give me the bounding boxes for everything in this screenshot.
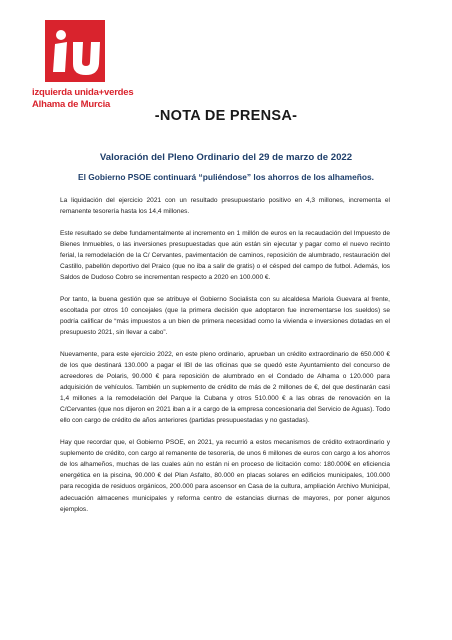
subheadline: El Gobierno PSOE continuará “puliéndose” los ahorros de los alhameños.	[78, 172, 374, 182]
body-text	[60, 195, 390, 525]
logo-text-party: izquierda unida+verdes	[32, 87, 134, 98]
paragraph-5: Hay que recordar que, el Gobierno PSOE, en 2021, ya recurrió a estos mecanismos de crédito extraordinario y suplemento de crédito, con cargo al remanente de tesorería, de unos 6 millones de euros con cargo a los ahorros de los alhameños, muchas de las cuales aún no están ni en proceso de licitación como: 180.000€ en eficiencia energética en la piscina, 90.000 € del Plan Asfalto, 80.000 en placas solares en edificios municipales, 100.000 para recogida de residuos orgánicos, 200.000 para ascensor en Casa de la cultura, ampliación Archivo Municipal, adecuación almacenes municipales y reforma centro de estancias diurnas de mayores, por poner algunos ejemplos.	[60, 439, 390, 513]
press-release-title: -NOTA DE PRENSA-	[154, 108, 298, 124]
logo-text-town: Alhama de Murcia	[32, 99, 111, 110]
paragraph-1: La liquidación del ejercicio 2021 con un resultado presupuestario positivo en 4,3 millones, incrementa el remanente tesorería hasta los 14,4 millones.	[60, 197, 390, 216]
paragraph-4: Nuevamente, para este ejercicio 2022, en este pleno ordinario, aprueban un crédito extraordinario de 650.000 € de los que destinará 130.000 a pagar el IBI de las oficinas que se quedó este Ayuntamiento del concurso de acreedores de Polaris, 90.000 € para reposición de alumbrado en el Condado de Alhama o 120.000 para adquisición de vehículos. También un suplemento de crédito de más de 2 millones de €, del que destinarán casi 1,4 millones a la remodelación del Parque la Cubana y otros 510.000 € a las obras de renovación en la C/Cervantes (que nos dijeron en 2021 iban a ir a cargo de la empresa concesionaria del Servicio de Aguas). Todo ello con cargo de crédito de años anteriores (partidas presupuestadas y no gastadas).	[60, 350, 390, 425]
paragraph-2: Este resultado se debe fundamentalmente al incremento en 1 millón de euros en la recaudación del Impuesto de Bienes Inmuebles, o las inversiones presupuestadas que aún están sin ejecutar y pagar como el nuevo recinto ferial, la remodelación de la C/ Cervantes, pavimentación de caminos, reposición de alumbrado, restauración del Castillo, pabellón deportivo del Praico (que no iba a salir de gratis) o el césped del campo de futbol. Además, los Saldos de Dudoso Cobro se incrementan respecto a 2020 en 100.000 €.	[60, 229, 390, 282]
logo-emblem-icon	[45, 20, 105, 82]
headline: Valoración del Pleno Ordinario del 29 de marzo de 2022	[99, 152, 353, 163]
paragraph-3: Por tanto, la buena gestión que se atribuye el Gobierno Socialista con su alcaldesa Mariola Guevara al frente, escoltada por otros 10 concejales (que la primera decisión que adoptaron fue incrementarse los sueldos) se podría calificar de “más impuestos a un bien de primera necesidad como la vivienda e inversiones dotadas en el presupuesto 2021, sin llevar a cabo”.	[60, 295, 390, 337]
